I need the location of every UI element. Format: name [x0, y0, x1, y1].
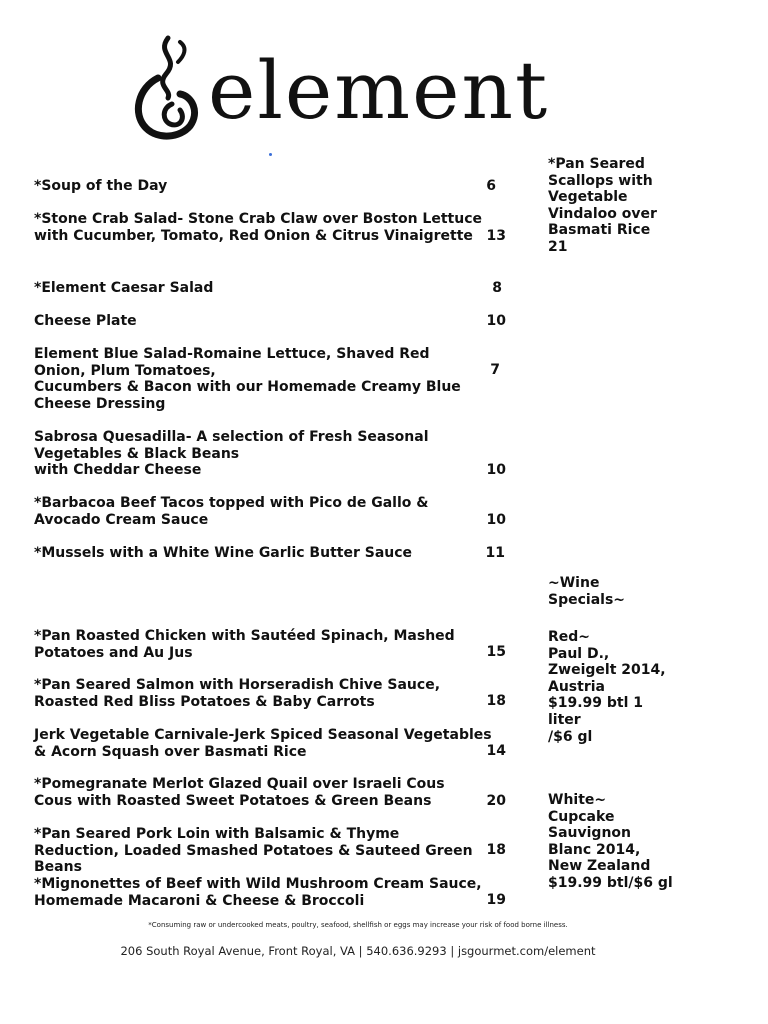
- menu-item: [34, 429, 506, 479]
- menu-item-price: 10: [486, 313, 506, 329]
- menu-item: [34, 727, 506, 760]
- menu-item-price: 19: [486, 892, 506, 908]
- menu-item: [34, 313, 506, 330]
- special-scallops: *Pan Seared Scallops with Vegetable Vindaloo over Basmati Rice 21: [548, 156, 657, 255]
- menu-item: [34, 776, 506, 809]
- restaurant-logo: [128, 34, 588, 144]
- menu-item: [34, 628, 506, 661]
- menu-item-name: *Pan Seared Pork Loin with Balsamic & Thyme Reduction, Loaded Smashed Potatoes & Sauteed Green Beans: [34, 826, 473, 876]
- menu-item-name: *Mussels with a White Wine Garlic Butter Sauce: [34, 545, 413, 561]
- menu-item: [34, 876, 506, 909]
- food-safety-disclaimer: *Consuming raw or undercooked meats, poultry, seafood, shellfish or eggs may increase your risk of food borne illness.: [148, 921, 568, 929]
- menu-item-name: *Pan Roasted Chicken with Sautéed Spinach, Mashed Potatoes and Au Jus: [34, 628, 455, 661]
- menu-item-price: 7: [490, 362, 500, 378]
- menu-item-name: *Stone Crab Salad- Stone Crab Claw over Boston Lettuce with Cucumber, Tomato, Red Onion & Citrus Vinaigrette: [34, 211, 482, 244]
- menu-item: [34, 211, 506, 244]
- menu-item-name: Cheese Plate: [34, 313, 137, 329]
- menu-item: [34, 677, 506, 710]
- menu-item-name: Sabrosa Quesadilla- A selection of Fresh Seasonal Vegetables & Black Beans with Cheddar Cheese: [34, 429, 429, 479]
- menu-item-price: 14: [486, 743, 506, 759]
- menu-item-name: Jerk Vegetable Carnivale-Jerk Spiced Seasonal Vegetables & Acorn Squash over Basmati Rice: [34, 727, 492, 760]
- brand-name: element: [208, 44, 550, 137]
- menu-item-price: 10: [486, 512, 506, 528]
- menu-item-price: 11: [485, 545, 505, 561]
- menu-item-price: 13: [486, 228, 506, 244]
- menu-item-price: 18: [486, 693, 506, 709]
- menu-item-name: *Pan Seared Salmon with Horseradish Chive Sauce, Roasted Red Bliss Potatoes & Baby Carrots: [34, 677, 441, 710]
- menu-item: [34, 280, 506, 297]
- decorative-dot: [269, 153, 272, 156]
- flame-swirl-icon: [128, 34, 208, 144]
- wine-specials-heading: ~Wine Specials~: [548, 575, 626, 608]
- menu-item-name: Element Blue Salad-Romaine Lettuce, Shaved Red Onion, Plum Tomatoes, Cucumbers & Bacon with our Homemade Creamy Blue Cheese Dressing: [34, 346, 461, 412]
- menu-item: [34, 545, 506, 562]
- red-wine-special: Red~ Paul D., Zweigelt 2014, Austria $19.99 btl 1 liter /$6 gl: [548, 629, 666, 745]
- menu-item-price: 15: [486, 644, 506, 660]
- menu-item-price: 20: [486, 793, 506, 809]
- menu-item-price: 18: [486, 842, 506, 858]
- restaurant-contact-footer: 206 South Royal Avenue, Front Royal, VA | 540.636.9293 | jsgourmet.com/element: [120, 944, 596, 958]
- menu-item: [34, 826, 506, 876]
- menu-item-name: *Pomegranate Merlot Glazed Quail over Israeli Cous Cous with Roasted Sweet Potatoes & Green Beans: [34, 776, 445, 809]
- menu-item: [34, 346, 506, 412]
- menu-item-price: 8: [492, 280, 502, 296]
- menu-item-name: *Soup of the Day: [34, 178, 168, 194]
- menu-item-price: 10: [486, 462, 506, 478]
- menu-item-name: *Barbacoa Beef Tacos topped with Pico de Gallo & Avocado Cream Sauce: [34, 495, 429, 528]
- menu-item-name: *Mignonettes of Beef with Wild Mushroom Cream Sauce, Homemade Macaroni & Cheese & Broccoli: [34, 876, 482, 909]
- menu-item-name: *Element Caesar Salad: [34, 280, 214, 296]
- menu-item-price: 6: [486, 178, 496, 194]
- menu-item: [34, 495, 506, 528]
- menu-item: [34, 178, 506, 195]
- white-wine-special: White~ Cupcake Sauvignon Blanc 2014, New Zealand $19.99 btl/$6 gl: [548, 792, 673, 891]
